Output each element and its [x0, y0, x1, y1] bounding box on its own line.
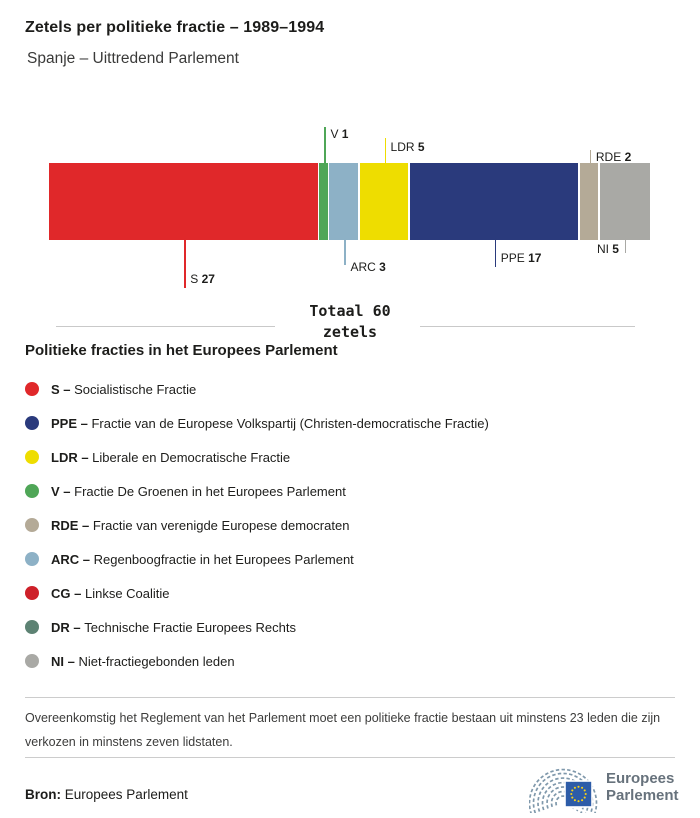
- legend-color-dot: [25, 552, 39, 566]
- source-value: Europees Parlement: [64, 787, 188, 802]
- source-line: [25, 787, 188, 802]
- footnote-text: Overeenkomstig het Reglement van het Parlement moet een politieke fractie bestaan uit minstens 23 leden die zijn verkozen in minstens zeven lidstaten.: [25, 711, 661, 749]
- legend-color-dot: [25, 518, 39, 532]
- legend-item-ppe: [25, 406, 489, 440]
- leader-line-NI: [625, 240, 627, 253]
- legend-item-s: [25, 372, 489, 406]
- page-title: Zetels per politieke fractie – 1989–1994: [25, 19, 325, 36]
- legend-item-label: V – Fractie De Groenen in het Europees Parlement: [51, 483, 346, 499]
- legend-item-label: LDR – Liberale en Democratische Fractie: [51, 449, 291, 465]
- legend-item-dr: [25, 610, 489, 644]
- leader-line-LDR: [385, 138, 387, 163]
- bar-label-PPE: PPE 17: [500, 251, 542, 265]
- logo-text-line2: Parlement: [606, 786, 679, 804]
- legend-heading: Politieke fracties in het Europees Parlement: [25, 342, 338, 359]
- legend-item-label: S – Socialistische Fractie: [51, 381, 197, 397]
- bar-segment-ARC: [329, 163, 358, 240]
- bar-label-LDR: LDR 5: [390, 140, 425, 154]
- legend-item-cg: [25, 576, 489, 610]
- leader-line-ARC: [344, 240, 346, 265]
- bar-label-S: S 27: [190, 272, 215, 286]
- leader-line-RDE: [590, 150, 592, 163]
- bar-label-RDE: RDE 2: [595, 150, 632, 164]
- total-seats-label: [250, 301, 450, 343]
- legend-color-dot: [25, 450, 39, 464]
- source-label: Bron:: [25, 787, 61, 802]
- total-divider-left: [56, 326, 275, 327]
- total-seats-line2: zetels: [322, 323, 378, 341]
- total-seats-line1: Totaal 60: [309, 302, 391, 320]
- leader-line-V: [324, 127, 326, 163]
- total-divider-right: [420, 326, 635, 327]
- european-parliament-logo: [529, 761, 679, 813]
- legend-item-ni: [25, 644, 489, 678]
- bar-label-V: V 1: [330, 127, 349, 141]
- leader-line-PPE: [495, 240, 497, 267]
- bar-segment-S: [49, 163, 318, 240]
- legend-item-arc: [25, 542, 489, 576]
- footnote-divider-bottom: [25, 757, 675, 758]
- footnote-divider-top: [25, 697, 675, 698]
- bar-segment-NI: [600, 163, 650, 240]
- legend-item-label: PPE – Fractie van de Europese Volkspartij (Christen-democratische Fractie): [51, 415, 489, 431]
- legend-item-label: CG – Linkse Coalitie: [51, 585, 170, 601]
- legend-color-dot: [25, 620, 39, 634]
- page-subtitle: Spanje – Uittredend Parlement: [27, 50, 239, 67]
- legend-item-rde: [25, 508, 489, 542]
- seats-stacked-bar-chart: [0, 0, 700, 300]
- legend-item-ldr: [25, 440, 489, 474]
- legend-item-v: [25, 474, 489, 508]
- legend-color-dot: [25, 382, 39, 396]
- legend-color-dot: [25, 586, 39, 600]
- bar-label-ARC: ARC 3: [350, 260, 386, 274]
- ep-hemicycle-icon: [529, 761, 599, 813]
- stacked-bar: [49, 163, 650, 240]
- logo-text: [606, 771, 679, 804]
- logo-text-line1: Europees: [606, 770, 675, 787]
- legend: [25, 372, 489, 678]
- legend-color-dot: [25, 416, 39, 430]
- bar-segment-RDE: [580, 163, 599, 240]
- bar-segment-PPE: [410, 163, 579, 240]
- legend-item-label: ARC – Regenboogfractie in het Europees Parlement: [51, 551, 354, 567]
- legend-color-dot: [25, 484, 39, 498]
- bar-segment-LDR: [360, 163, 409, 240]
- leader-line-S: [184, 240, 186, 288]
- bar-label-NI: NI 5: [596, 242, 619, 256]
- legend-color-dot: [25, 654, 39, 668]
- legend-item-label: DR – Technische Fractie Europees Rechts: [51, 619, 296, 635]
- legend-item-label: RDE – Fractie van verenigde Europese democraten: [51, 517, 350, 533]
- legend-item-label: NI – Niet-fractiegebonden leden: [51, 653, 235, 669]
- eu-flag-icon: [565, 781, 592, 807]
- bar-segment-V: [319, 163, 328, 240]
